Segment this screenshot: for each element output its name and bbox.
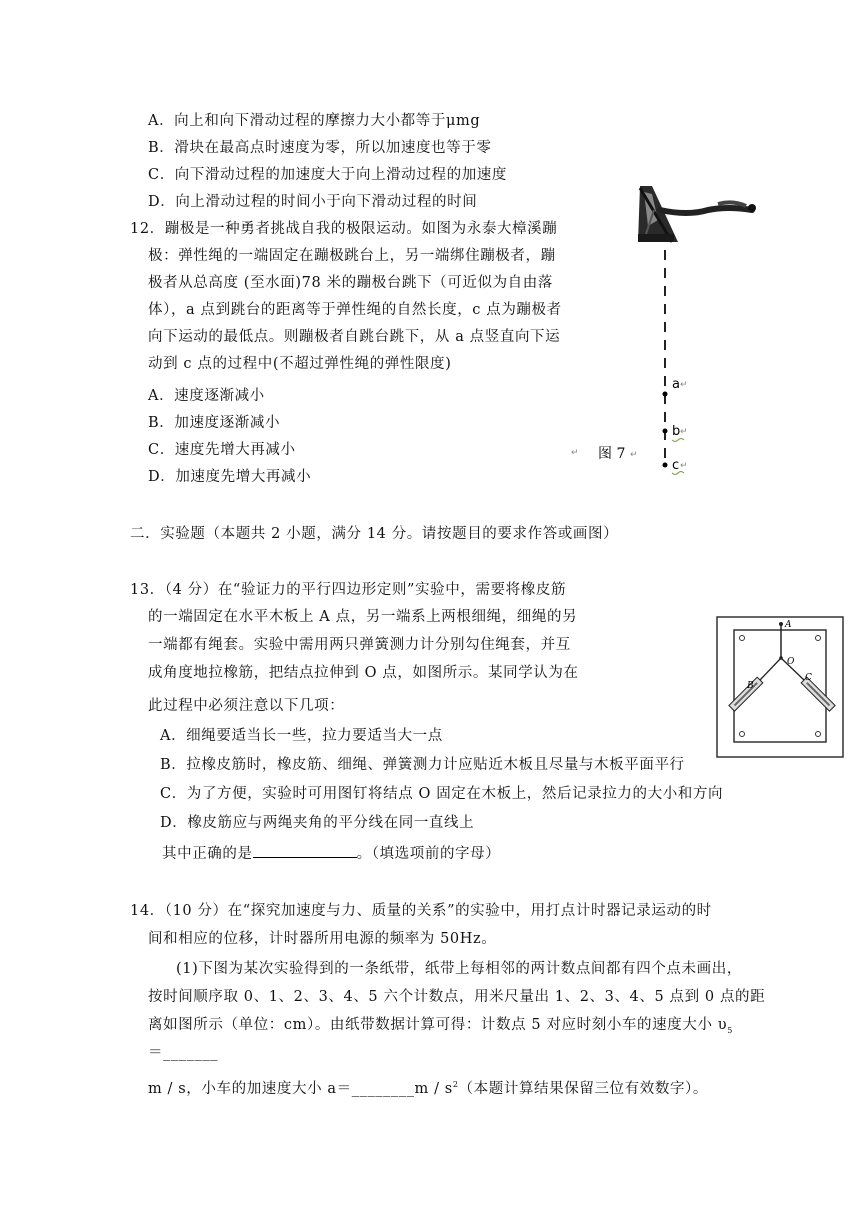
- q12-line-3: 极者从总高度 (至水面)78 米的蹦极台跳下（可近似为自由落: [148, 275, 553, 291]
- force-board-figure: [716, 616, 844, 758]
- q11-option-b: B．滑块在最高点时速度为零，所以加速度也等于零: [148, 140, 492, 156]
- q12-option-a: A．速度逐渐减小: [148, 388, 265, 404]
- q14-line-5-text: 离如图所示（单位：cm）。由纸带数据计算可得：计数点 5 对应时刻小车的速度大小 υ: [148, 1017, 728, 1033]
- point-a-dot: [663, 392, 668, 397]
- q12-line-5: 向下运动的最低点。则蹦极者自跳台跳下，从 a 点竖直向下运: [148, 329, 561, 345]
- q12-line-2: 极：弹性绳的一端固定在蹦极跳台上，另一端绑住蹦极者，蹦: [148, 248, 556, 264]
- label-B: B: [747, 681, 754, 691]
- q11-option-c: C．向下滑动过程的加速度大于向上滑动过程的加速度: [148, 167, 507, 183]
- q13-line-2: 的一端固定在水平木板上 A 点，另一端系上两根细绳，细绳的另: [148, 609, 578, 625]
- q13-answer-suffix: 。（填选项前的字母）: [356, 846, 501, 862]
- s-squared-sup: 2: [452, 1080, 459, 1089]
- v-subscript: 5: [727, 1025, 733, 1035]
- q14-line-5: [148, 1014, 733, 1042]
- q12-line-4: 体），a 点到跳台的距离等于弹性绳的自然长度，c 点为蹦极者: [148, 302, 562, 318]
- q14-line-1: 14．（10 分）在“探究加速度与力、质量的关系”的实验中，用打点计时器记录运动的时: [130, 903, 712, 919]
- q14-eq-line: ＝_______: [148, 1045, 219, 1061]
- label-a: a: [672, 377, 680, 392]
- return-mark-icon: ↵: [571, 448, 579, 458]
- label-O: O: [787, 657, 795, 667]
- section-2-heading: 二．实验题（本题共 2 小题，满分 14 分。请按题目的要求作答或画图）: [130, 526, 619, 542]
- return-mark-icon: ↵: [680, 380, 688, 390]
- label-b: b: [672, 424, 681, 439]
- q14-line-2: 间和相应的位移，计时器所用电源的频率为 50Hz。: [148, 931, 497, 947]
- q13-option-a: A．细绳要适当长一些，拉力要适当大一点: [160, 728, 443, 744]
- q13-option-d: D．橡皮筋应与两绳夹角的平分线在同一直线上: [160, 815, 475, 831]
- q14-line-4: 按时间顺序取 0、1、2、3、4、5 六个计数点，用米尺量出 1、2、3、4、5 点到 0 点的距: [148, 989, 766, 1005]
- jump-platform-image: [638, 186, 756, 242]
- q14-last-line: [148, 1074, 708, 1100]
- q12-option-d: D．加速度先增大再减小: [148, 469, 312, 485]
- figure-7-caption: 图 7: [598, 446, 626, 462]
- q12-line-1: 12．蹦极是一种勇者挑战自我的极限运动。如图为永泰大樟溪蹦: [130, 221, 558, 237]
- q14-line-3: (1)下图为某次实验得到的一条纸带，纸带上每相邻的两计数点间都有四个点未画出，: [176, 961, 742, 977]
- q13-line-4: 成角度地拉橡筋，把结点拉伸到 O 点，如图所示。某同学认为在: [148, 665, 579, 681]
- q13-answer-prefix: 其中正确的是: [162, 846, 253, 862]
- q14-last-a: m / s，小车的加速度大小 a＝________m / s: [148, 1080, 453, 1097]
- point-b-dot: [663, 429, 668, 434]
- return-mark-icon: ↵: [680, 427, 688, 437]
- q13-line-3: 一端都有绳套。实验中需用两只弹簧测力计分别勾住绳套，并互: [148, 637, 571, 653]
- q12-line-6: 动到 c 点的过程中(不超过弹性绳的弹性限度): [148, 356, 452, 372]
- label-c: c: [672, 458, 680, 473]
- q11-option-d: D．向上滑动过程的时间小于向下滑动过程的时间: [148, 194, 478, 210]
- q12-option-b: B．加速度逐渐减小: [148, 415, 281, 431]
- label-C: C: [805, 673, 812, 683]
- q13-option-c: C．为了方便，实验时可用图钉将结点 O 固定在木板上，然后记录拉力的大小和方向: [160, 786, 724, 802]
- q11-option-a: A．向上和向下滑动过程的摩擦力大小都等于μmg: [148, 113, 481, 129]
- return-mark-icon: ↵: [630, 450, 638, 460]
- q13-answer-line: [162, 841, 500, 865]
- q13-answer-blank[interactable]: [253, 841, 357, 858]
- q13-line-1: 13．（4 分）在“验证力的平行四边形定则”实验中，需要将橡皮筋: [130, 582, 567, 598]
- bungee-figure: [568, 180, 758, 480]
- q12-option-c: C．速度先增大再减小: [148, 442, 296, 458]
- label-A: A: [785, 620, 792, 630]
- point-c-dot: [663, 463, 668, 468]
- return-mark-icon: ↵: [680, 461, 688, 471]
- q14-last-b: （本题计算结果保留三位有效数字）。: [458, 1080, 708, 1097]
- q13-option-b: B．拉橡皮筋时，橡皮筋、细绳、弹簧测力计应贴近木板且尽量与木板平面平行: [160, 757, 685, 773]
- q13-line-5: 此过程中必须注意以下几项：: [148, 698, 345, 714]
